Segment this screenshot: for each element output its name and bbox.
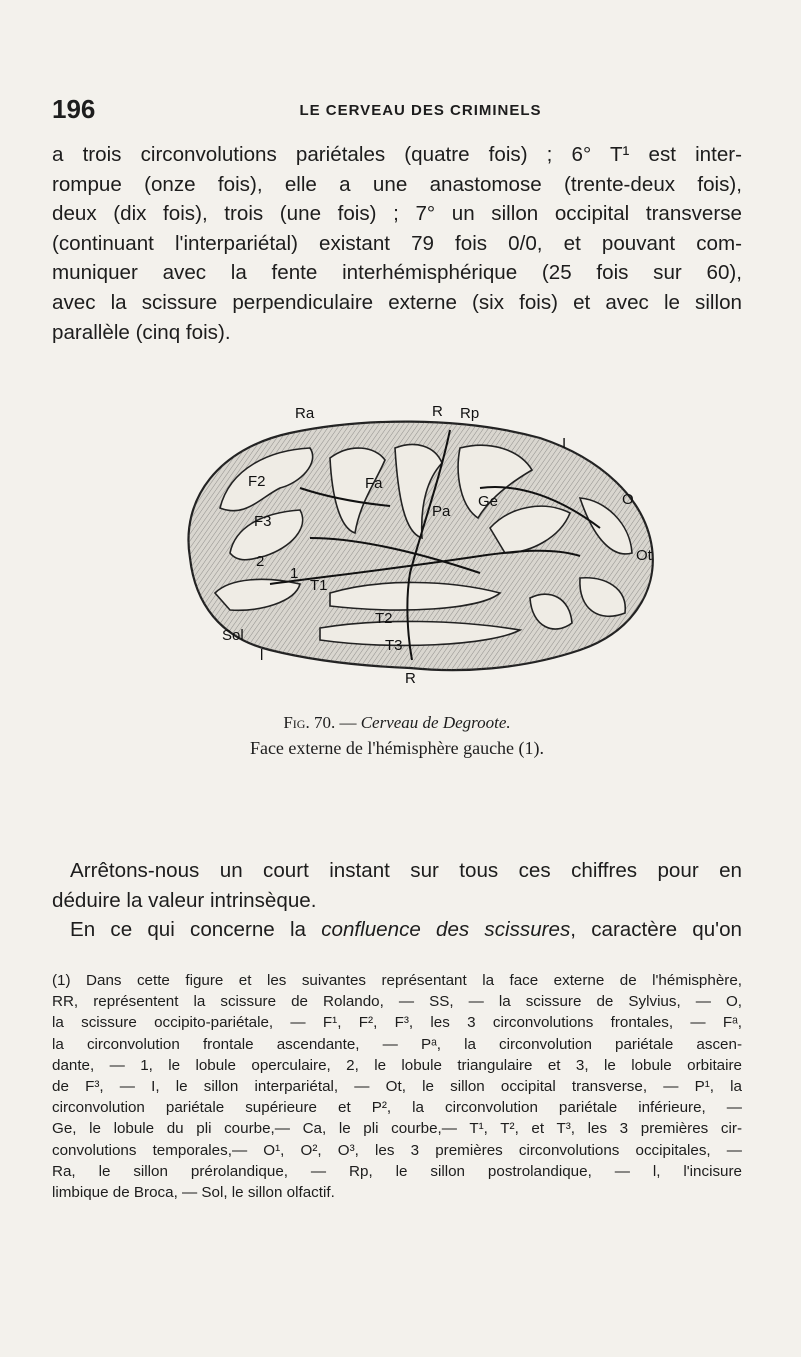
label-ot: Ot bbox=[636, 547, 652, 564]
paragraph-line: rompue (onze fois), elle a une anastomose (trente-deux fois), bbox=[52, 172, 742, 196]
footnote-line: de F³, — I, le sillon interpariétal, — Ot, le sillon occipital transverse, — P¹, la bbox=[52, 1077, 742, 1095]
footnote-line: la scissure occipito-pariétale, — F¹, F², F³, les 3 circonvolutions frontales, — Fᵃ, bbox=[52, 1014, 742, 1032]
label-f3: F3 bbox=[254, 513, 272, 530]
footnote-line: RR, représentent la scissure de Rolando, — SS, — la scissure de Sylvius, — O, bbox=[52, 993, 742, 1011]
paragraph-line bbox=[52, 915, 742, 945]
label-r-bottom: R bbox=[405, 670, 416, 687]
paragraph-line: parallèle (cinq fois). bbox=[52, 320, 231, 344]
label-t2: T2 bbox=[375, 610, 393, 627]
label-one: 1 bbox=[290, 565, 299, 582]
brain-illustration bbox=[160, 388, 660, 688]
paragraph-3-prefix: En ce qui concerne la bbox=[70, 918, 322, 941]
footnote-line: Ra, le sillon prérolandique, — Rp, le sillon postrolandique, — l, l'incisure bbox=[52, 1162, 742, 1180]
figure-caption bbox=[52, 713, 742, 733]
label-o: O bbox=[622, 491, 634, 508]
label-r-top: R bbox=[432, 403, 443, 420]
label-pa: Pa bbox=[432, 503, 451, 520]
label-f2: F2 bbox=[248, 473, 266, 490]
paragraph-line: muniquer avec la fente interhémisphérique (25 fois sur 60), bbox=[52, 261, 742, 285]
emphasis-confluence: confluence des scissures bbox=[321, 918, 571, 941]
footnote-line: dante, — 1, le lobule operculaire, 2, le lobule triangulaire et 3, le lobule orbitaire bbox=[52, 1056, 742, 1074]
paragraph-line: a trois circonvolutions pariétales (quatre fois) ; 6° T¹ est inter- bbox=[52, 143, 742, 166]
label-rp: Rp bbox=[460, 405, 480, 422]
label-l: l bbox=[260, 647, 264, 664]
figure-title: Cerveau de Degroote. bbox=[360, 713, 511, 732]
footnote-line: convolutions temporales,— O¹, O², O³, les 3 premières circonvolutions occipitales, — bbox=[52, 1141, 742, 1159]
label-ra: Ra bbox=[295, 405, 315, 422]
page-number: 196 bbox=[52, 94, 96, 124]
label-ge: Ge bbox=[478, 493, 499, 510]
footnote-line: (1) Dans cette figure et les suivantes représentant la face externe de l'hémisphère, bbox=[52, 972, 742, 989]
paragraph-3 bbox=[52, 915, 742, 945]
figure-subtitle: Face externe de l'hémisphère gauche (1). bbox=[249, 738, 545, 758]
paragraph-line: avec la scissure perpendiculaire externe (six fois) et avec le sillon bbox=[52, 290, 742, 314]
figure-number: Fig. 70. bbox=[283, 713, 336, 732]
label-t1: T1 bbox=[310, 577, 328, 594]
label-t3: T3 bbox=[385, 637, 403, 654]
page-header bbox=[52, 94, 749, 128]
paragraph-1 bbox=[52, 140, 742, 347]
footnote-line: Ge, le lobule du pli courbe,— Ca, le pli courbe,— T¹, T², et T³, les 3 premières cir- bbox=[52, 1120, 742, 1138]
paragraph-line: deux (dix fois), trois (une fois) ; 7° un sillon occipital transverse bbox=[52, 202, 742, 226]
paragraph-line: (continuant l'interpariétal) existant 79 fois 0/0, et pouvant com- bbox=[52, 231, 742, 255]
paragraph-3-suffix: , caractère qu'on bbox=[570, 918, 742, 941]
paragraph-line: Arrêtons-nous un court instant sur tous ces chiffres pour en bbox=[70, 859, 742, 882]
label-i: I bbox=[562, 435, 567, 452]
label-fa: Fa bbox=[365, 475, 383, 492]
paragraph-line: déduire la valeur intrinsèque. bbox=[52, 888, 317, 912]
running-title: LE CERVEAU DES CRIMINELS bbox=[299, 102, 542, 119]
caption-dash: — bbox=[335, 713, 361, 732]
footnote-line: la circonvolution frontale ascendante, — Pᵃ, la circonvolution pariétale ascen- bbox=[52, 1035, 742, 1053]
paragraph-2 bbox=[52, 856, 742, 915]
label-two: 2 bbox=[256, 553, 265, 570]
footnote-line: circonvolution pariétale supérieure et P², la circonvolution pariétale inférieure, — bbox=[52, 1099, 742, 1117]
label-sol: Sol bbox=[222, 627, 244, 644]
footnote bbox=[52, 970, 742, 1203]
footnote-line: limbique de Broca, — Sol, le sillon olfactif. bbox=[52, 1183, 335, 1201]
